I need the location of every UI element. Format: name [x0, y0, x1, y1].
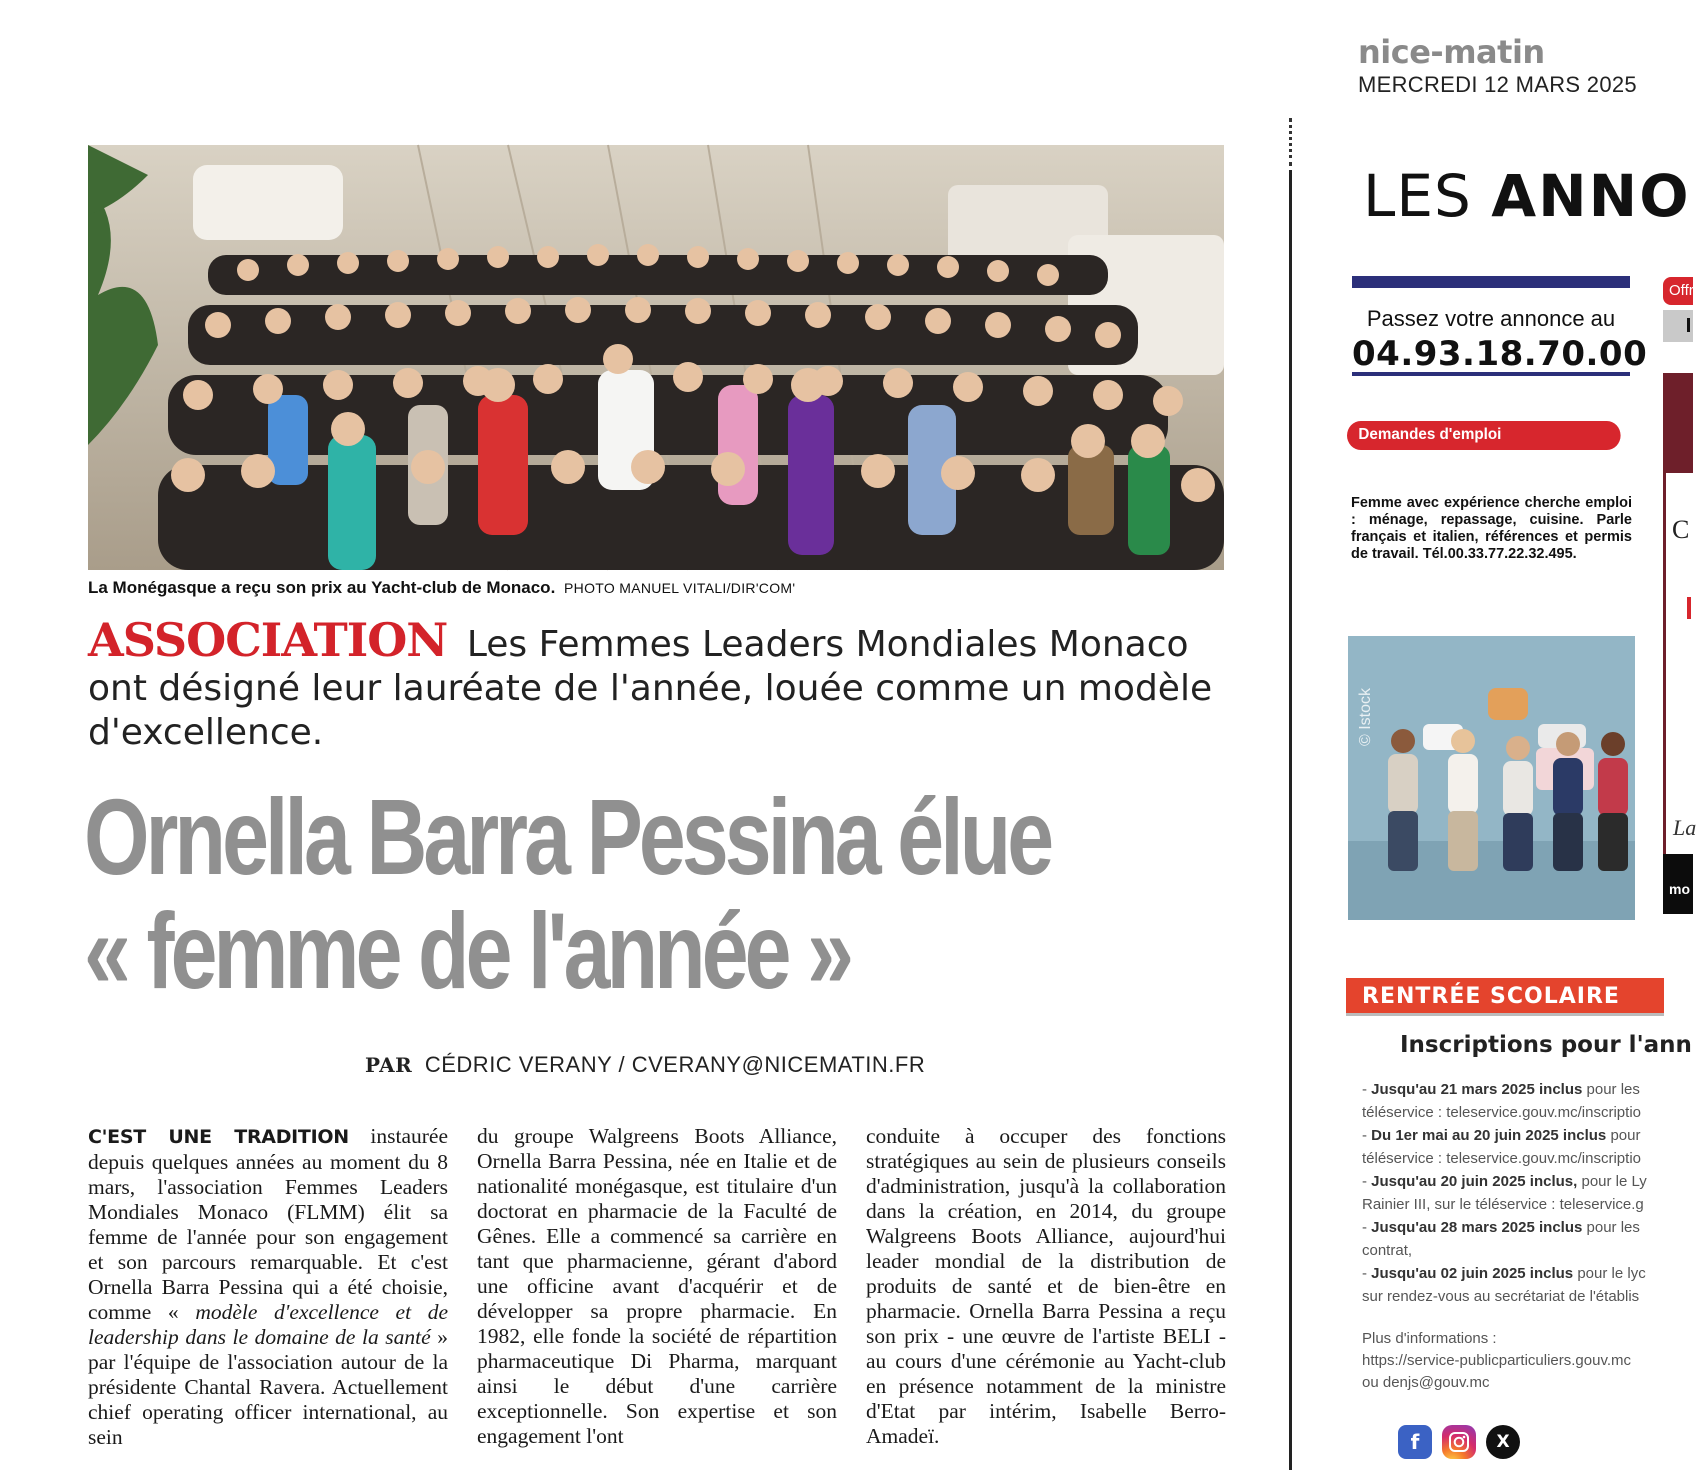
x-icon[interactable]: X [1486, 1425, 1520, 1459]
group-photo [88, 145, 1224, 570]
cropped-ad-footer-text: mo [1669, 881, 1690, 897]
list-item-text: téléservice : teleservice.gouv.mc/inscriptio [1362, 1104, 1641, 1121]
info-mail[interactable]: ou denjs@gouv.mc [1362, 1374, 1490, 1391]
classifieds-title [1363, 163, 1691, 229]
cropped-ad-grey-bar [1663, 310, 1693, 342]
cropped-ad-logo-block [1663, 373, 1693, 473]
issue-date: MERCREDI 12 MARS 2025 [1358, 72, 1637, 97]
lead-in: C'EST UNE TRADITION [88, 1126, 349, 1148]
byline [365, 1052, 925, 1078]
phone-intro: Passez votre annonce au [1366, 306, 1616, 331]
list-item-bold: Jusqu'au 21 mars 2025 inclus [1371, 1081, 1583, 1098]
rentree-info [1362, 1328, 1693, 1394]
list-item: - Jusqu'au 28 mars 2025 inclus pour les [1362, 1219, 1640, 1236]
list-item-text: sur rendez-vous au secrétariat de l'établis [1362, 1288, 1640, 1305]
byline-author: CÉDRIC VERANY / CVERANY@NICEMATIN.FR [424, 1052, 926, 1077]
article-column-3: conduite à occuper des fonctions stratégiques au sein de plusieurs conseils d'administration, jusqu'à la collaboration dans la création, en 2014, du groupe Walgreens Boots Alliance, aujourd'hui leader mondial de la distribution de produits de santé et de bien-être en pharmacie. Ornella Barra Pessina a reçu son prix - une œuvre de l'artiste BELI - au cours d'une cérémonie au Yacht-club en présence notamment de la ministre d'Etat par intérim, Isabelle Berro-Amadeï. [866, 1124, 1226, 1448]
cropped-ad-letter: C [1672, 515, 1690, 544]
classifieds-title-light: LES [1363, 162, 1472, 230]
instagram-icon[interactable] [1442, 1425, 1476, 1459]
headline [84, 776, 1051, 1011]
list-item [1362, 1193, 1693, 1216]
cropped-ad [1663, 277, 1696, 917]
list-item [1362, 1285, 1693, 1308]
list-item-text: pour le lyc [1573, 1265, 1646, 1282]
cropped-ad-italic: La [1673, 815, 1696, 840]
cropped-ad-red-mark [1687, 597, 1691, 619]
list-item-bold: Jusqu'au 28 mars 2025 inclus [1371, 1219, 1583, 1236]
list-item-bold: Jusqu'au 20 juin 2025 inclus, [1371, 1173, 1578, 1190]
article-column-2: du groupe Walgreens Boots Alliance, Ornella Barra Pessina, née en Italie et de nationalité monégasque, est titulaire d'un doctorat en pharmacie de la Faculté de Gênes. Elle a commencé sa carrière en tant que pharmacienne, gérant d'abord une officine avant d'acquérir et de développer sa propre pharmacie. En 1982, elle fonde la société de répartition pharmaceutique Di Pharma, marquant ainsi le début d'une carrière exceptionnelle. Son expertise et son engagement l'ont [477, 1124, 837, 1448]
job-ad: Femme avec expérience cherche emploi : ménage, repassage, cuisine. Parle français et italien, références et permis de travail. Tél.00.33.77.22.32.495. [1351, 495, 1632, 562]
col1-quote: modèle d'excellence et de leadership dans le domaine de la santé [88, 1300, 448, 1349]
list-item: - Jusqu'au 20 juin 2025 inclus, pour le Ly [1362, 1173, 1647, 1190]
social-icons [1398, 1425, 1520, 1459]
list-item-text: contrat, [1362, 1242, 1413, 1259]
headline-line-2: « femme de l'année » [84, 890, 851, 1011]
article-column-1 [88, 1124, 448, 1450]
list-item-bold: Jusqu'au 02 juin 2025 inclus [1371, 1265, 1574, 1282]
list-item-text: pour les [1582, 1081, 1640, 1098]
info-label: Plus d'informations : [1362, 1330, 1497, 1347]
list-item-text: téléservice : teleservice.gouv.mc/inscriptio [1362, 1150, 1641, 1167]
caption-text: La Monégasque a reçu son prix au Yacht-club de Monaco. [88, 578, 556, 597]
column-divider-dotted [1289, 118, 1292, 166]
list-item-text: Rainier III, sur le téléservice : teleservice.g [1362, 1196, 1644, 1213]
rentree-scolaire-header: RENTRÉE SCOLAIRE [1346, 978, 1664, 1016]
list-item-text: pour le Ly [1577, 1173, 1647, 1190]
stock-credit: © Istock [1357, 687, 1374, 746]
rentree-list [1362, 1078, 1693, 1308]
list-item: - Du 1er mai au 20 juin 2025 inclus pour [1362, 1127, 1641, 1144]
facebook-icon[interactable]: f [1398, 1425, 1432, 1459]
col1-text-b: » par l'équipe de l'association autour de la présidente Chantal Ravera. Actuellement chief operating officer international, au sein [88, 1325, 449, 1449]
info-url[interactable]: https://service-publicparticuliers.gouv.mc [1362, 1352, 1631, 1369]
column-divider [1289, 170, 1292, 1470]
byline-par: PAR [365, 1053, 413, 1077]
cropped-ad-tab: Offr [1663, 277, 1693, 305]
photo-caption [88, 578, 795, 598]
list-item: - Jusqu'au 21 mars 2025 inclus pour les [1362, 1081, 1640, 1098]
list-item [1362, 1239, 1693, 1262]
phone-box [1352, 276, 1648, 376]
rentree-subtitle: Inscriptions pour l'ann [1400, 1032, 1692, 1058]
list-item-text: pour [1606, 1127, 1641, 1144]
group-photo-illustration [88, 145, 1224, 570]
stock-photo [1348, 636, 1635, 920]
section-tag: ASSOCIATION [88, 613, 448, 667]
kicker [88, 613, 1238, 755]
section-pill-demandes: Demandes d'emploi [1347, 421, 1621, 450]
masthead [1358, 34, 1693, 98]
brand-logo: nice-matin [1358, 33, 1545, 71]
col1-text-a: instaurée depuis quelques années au moment du 8 mars, l'association Femmes Leaders Mondiales Monaco (FLMM) élit sa femme de l'année pour son engagement et son parcours remarquable. Et c'est Ornella Barra Pessina qui a été choisie, comme « [88, 1124, 448, 1324]
list-item-text: pour les [1582, 1219, 1640, 1236]
headline-line-1: Ornella Barra Pessina élue [84, 776, 1051, 897]
list-item-bold: Du 1er mai au 20 juin 2025 inclus [1371, 1127, 1607, 1144]
photo-credit: PHOTO MANUEL VITALI/DIR'COM' [564, 580, 796, 596]
list-item: - Jusqu'au 02 juin 2025 inclus pour le lyc [1362, 1265, 1646, 1282]
list-item [1362, 1147, 1693, 1170]
phone-number: 04.93.18.70.00 [1352, 334, 1648, 374]
stock-photo-illustration [1348, 636, 1635, 920]
classifieds-title-bold: ANNO [1491, 162, 1691, 230]
instagram-glyph [1448, 1431, 1470, 1453]
list-item [1362, 1101, 1693, 1124]
kicker-text: Les Femmes Leaders Mondiales Monaco ont désigné leur lauréate de l'année, louée comme un modèle d'excellence. [88, 624, 1213, 753]
